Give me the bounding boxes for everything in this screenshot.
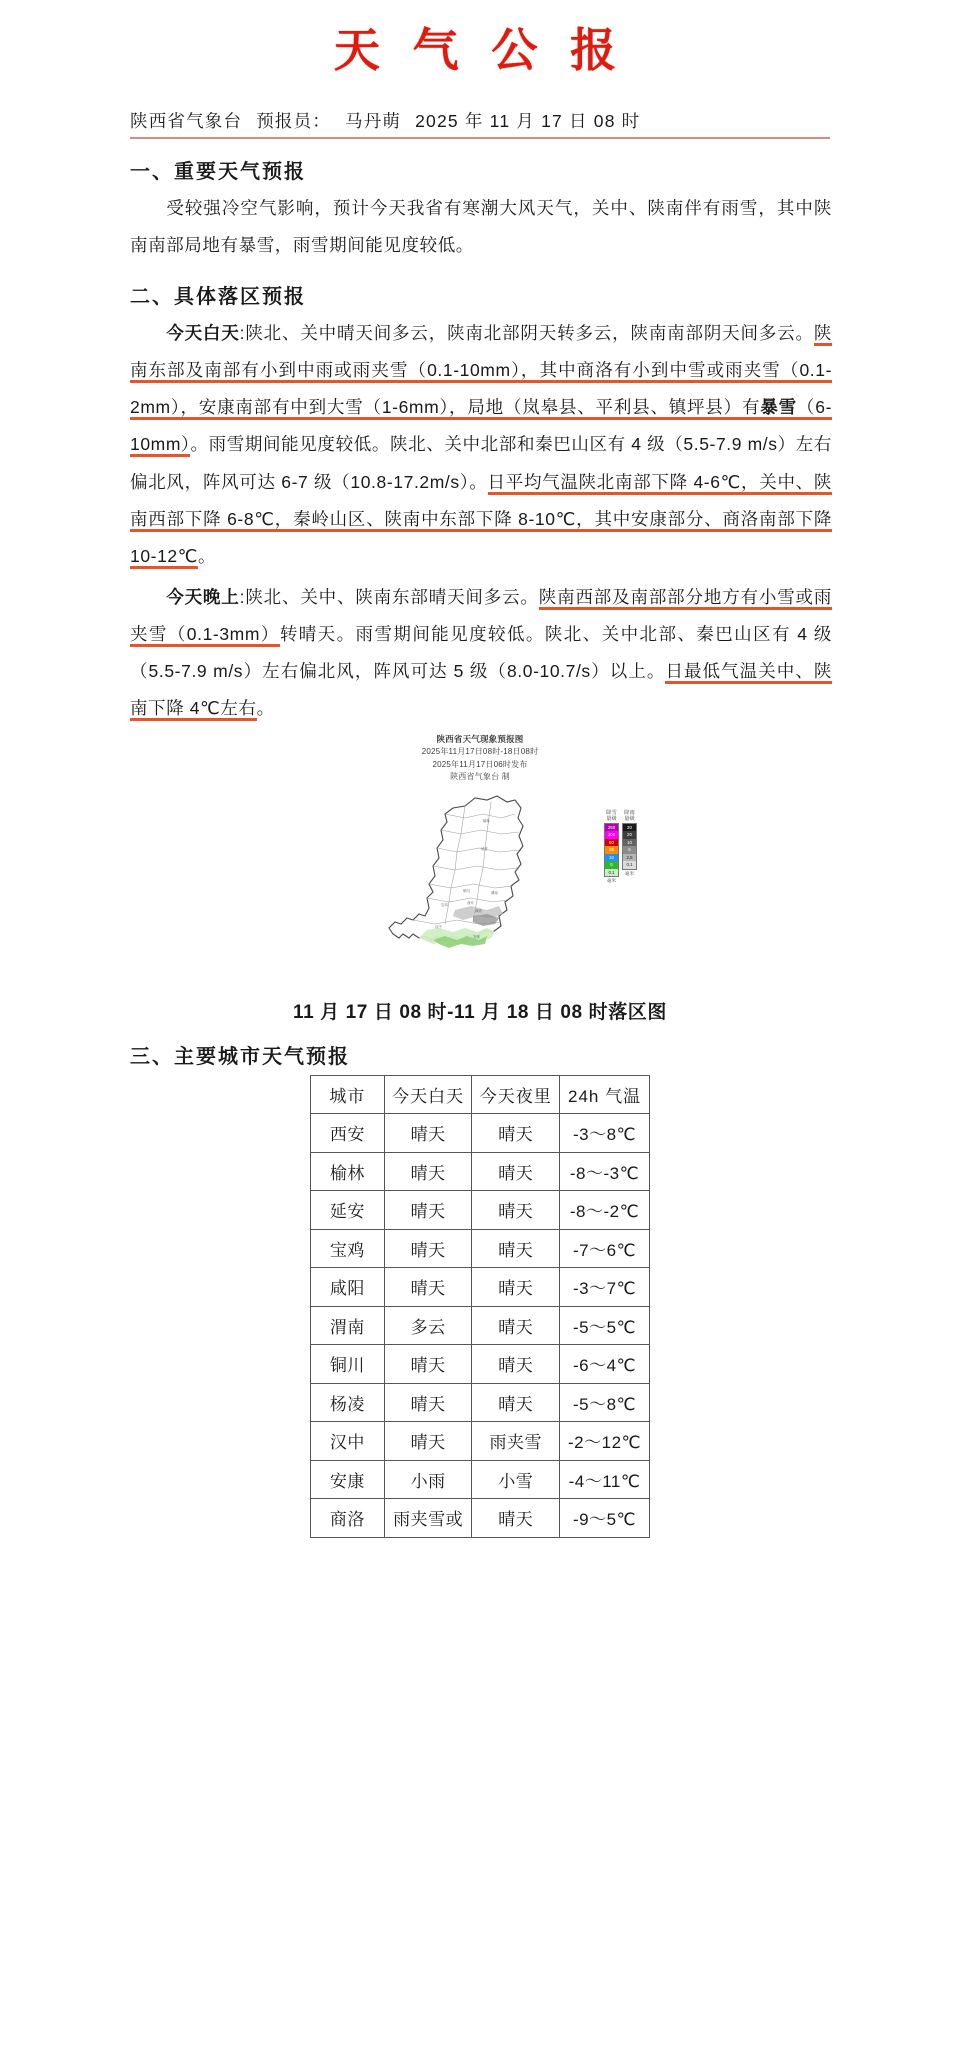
table-row <box>311 1306 650 1345</box>
legend-cell: 5 <box>623 846 636 854</box>
section-heading-2: 二、具体落区预报 <box>130 286 306 309</box>
cell-day: 晴天 <box>384 1114 472 1153</box>
legend-cell: 10 <box>605 854 618 862</box>
cell-day: 晴天 <box>384 1422 472 1461</box>
svg-text:商洛: 商洛 <box>475 908 482 913</box>
map-subtitle: 2025年11月17日08时-18日08时 <box>421 747 539 757</box>
table-row <box>311 1229 650 1268</box>
cell-city: 杨凌 <box>311 1383 385 1422</box>
cell-night: 晴天 <box>472 1345 560 1384</box>
cell-temp: -6～4℃ <box>560 1345 650 1384</box>
table-row <box>311 1499 650 1538</box>
legend-bar-rain <box>622 823 637 870</box>
cell-day: 小雨 <box>384 1460 472 1499</box>
section-2-paragraph-day: 今天白天:陕北、关中晴天间多云，陕南北部阴天转多云，陕南南部阴天间多云。陕南东部及南部有小到中雨或雨夹雪（0.1-10mm），其中商洛有小到中雪或雨夹雪（0.1-2mm），安康南部有中到大雪（1-6mm），局地（岚皋县、平利县、镇坪县）有暴雪（6-10mm）。雨雪期间能见度较低。陕北、关中北部和秦巴山区有 4 级（5.5-7.9 m/s）左右偏北风，阵风可达 6-7 级（10.8-17.2m/s）。日平均气温陕北南部下降 4-6℃，关中、陕南西部下降 6-8℃，秦岭山区、陕南中东部下降 8-10℃，其中安康部分、商洛南部下降 10-12℃。 <box>130 315 832 575</box>
legend-bar-snow <box>604 823 619 878</box>
cell-day: 雨夹雪或 <box>384 1499 472 1538</box>
figure-caption: 11 月 17 日 08 时-11 月 18 日 08 时落区图 <box>292 1001 668 1023</box>
table-row <box>311 1345 650 1384</box>
cell-temp: -5～5℃ <box>560 1306 650 1345</box>
map-header-text <box>315 733 645 783</box>
table-header-row <box>311 1075 650 1114</box>
issuing-office: 陕西省气象台 <box>130 111 243 131</box>
legend-cell: 5 <box>605 861 618 869</box>
legend-cell: 30 <box>623 824 636 832</box>
cell-city: 安康 <box>311 1460 385 1499</box>
legend-cell: 0.1 <box>623 861 636 869</box>
table-row <box>311 1114 650 1153</box>
cell-day: 晴天 <box>384 1229 472 1268</box>
cell-temp: -9～5℃ <box>560 1499 650 1538</box>
cell-day: 晴天 <box>384 1345 472 1384</box>
section-heading-3: 三、主要城市天气预报 <box>130 1045 350 1068</box>
table-row <box>311 1422 650 1461</box>
column-header-night: 今天夜里 <box>472 1075 560 1114</box>
table-row <box>311 1460 650 1499</box>
forecaster-label: 预报员： <box>256 111 332 131</box>
cell-city: 延安 <box>311 1191 385 1230</box>
legend-cell: 2.5 <box>623 854 636 862</box>
cell-city: 西安 <box>311 1114 385 1153</box>
cell-night: 晴天 <box>472 1229 560 1268</box>
cell-temp: -5～8℃ <box>560 1383 650 1422</box>
cell-temp: -8～-2℃ <box>560 1191 650 1230</box>
svg-text:安康: 安康 <box>473 934 480 939</box>
cell-city: 榆林 <box>311 1152 385 1191</box>
cell-night: 晴天 <box>472 1383 560 1422</box>
cell-night: 晴天 <box>472 1152 560 1191</box>
forecast-map-figure <box>315 733 645 982</box>
cell-temp: -8～-3℃ <box>560 1152 650 1191</box>
city-forecast-table-wrap <box>0 1075 960 1538</box>
map-title: 陕西省天气现象预报图 <box>436 734 524 745</box>
cell-city: 宝鸡 <box>311 1229 385 1268</box>
cell-city: 汉中 <box>311 1422 385 1461</box>
svg-text:宝鸡: 宝鸡 <box>441 902 448 907</box>
map-issued: 2025年11月17日06时发布 <box>432 759 528 769</box>
cell-night: 小雪 <box>472 1460 560 1499</box>
shaanxi-map-svg <box>315 788 645 983</box>
issue-datetime: 2025 年 11 月 17 日 08 时 <box>415 111 641 131</box>
legend-cell: 20 <box>623 831 636 839</box>
svg-text:渭南: 渭南 <box>491 890 498 895</box>
cell-night: 晴天 <box>472 1191 560 1230</box>
cell-temp: -7～6℃ <box>560 1229 650 1268</box>
cell-city: 渭南 <box>311 1306 385 1345</box>
legend-caption-snow: 降雪量级 <box>606 809 617 822</box>
cell-temp: -3～7℃ <box>560 1268 650 1307</box>
cell-temp: -2～12℃ <box>560 1422 650 1461</box>
cell-temp: -4～11℃ <box>560 1460 650 1499</box>
cell-night: 晴天 <box>472 1268 560 1307</box>
svg-text:汉中: 汉中 <box>435 924 442 929</box>
cell-day: 晴天 <box>384 1383 472 1422</box>
legend-cell: 25 <box>605 846 618 854</box>
column-header-temp: 24h 气温 <box>560 1075 650 1114</box>
forecaster-name: 马丹萌 <box>345 111 402 131</box>
cell-day: 多云 <box>384 1306 472 1345</box>
legend-cell: 50 <box>605 839 618 847</box>
table-row <box>311 1383 650 1422</box>
cell-city: 商洛 <box>311 1499 385 1538</box>
legend-unit-rain: 毫米 <box>624 870 635 876</box>
legend-cell: 10 <box>623 839 636 847</box>
legend-unit-snow: 毫米 <box>606 878 617 884</box>
cell-temp: -3～8℃ <box>560 1114 650 1153</box>
cell-city: 铜川 <box>311 1345 385 1384</box>
column-header-day: 今天白天 <box>384 1075 472 1114</box>
section-1-paragraph: 受较强冷空气影响，预计今天我省有寒潮大风天气，关中、陕南伴有雨雪，其中陕南南部局地有暴雪，雨雪期间能见度较低。 <box>130 198 832 256</box>
svg-text:延安: 延安 <box>481 846 488 851</box>
legend-caption-rain: 降雨量级 <box>624 809 635 822</box>
table-row <box>311 1268 650 1307</box>
cell-day: 晴天 <box>384 1152 472 1191</box>
cell-night: 晴天 <box>472 1499 560 1538</box>
header-meta-line <box>130 108 830 139</box>
map-maker: 陕西省气象台 制 <box>450 772 510 782</box>
table-row <box>311 1191 650 1230</box>
cell-night: 雨夹雪 <box>472 1422 560 1461</box>
svg-text:铜川: 铜川 <box>463 888 470 893</box>
cell-night: 晴天 <box>472 1114 560 1153</box>
section-2-paragraph-night: 今天晚上:陕北、关中、陕南东部晴天间多云。陕南西部及南部部分地方有小雪或雨夹雪（0.1-3mm）转晴天。雨雪期间能见度较低。陕北、关中北部、秦巴山区有 4 级（5.5-7.9 m/s）左右偏北风，阵风可达 5 级（8.0-10.7/s）以上。日最低气温关中、陕南下降 4℃左右。 <box>130 579 832 727</box>
city-forecast-table <box>310 1075 650 1538</box>
cell-day: 晴天 <box>384 1191 472 1230</box>
legend-column-rain <box>622 810 637 885</box>
column-header-city: 城市 <box>311 1075 385 1114</box>
section-heading-1: 一、重要天气预报 <box>130 161 306 183</box>
page-title: 天 气 公 报 <box>333 24 627 76</box>
cell-day: 晴天 <box>384 1268 472 1307</box>
province-map <box>315 788 645 983</box>
legend-cell: 250 <box>605 824 618 832</box>
cell-city: 咸阳 <box>311 1268 385 1307</box>
svg-text:西安: 西安 <box>467 900 474 905</box>
cell-night: 晴天 <box>472 1306 560 1345</box>
legend-column-snow <box>604 810 619 885</box>
legend-cell: 100 <box>605 831 618 839</box>
legend-cell: 0.1 <box>605 869 618 877</box>
map-legend <box>604 810 637 885</box>
svg-text:榆林: 榆林 <box>483 818 490 823</box>
table-row <box>311 1152 650 1191</box>
